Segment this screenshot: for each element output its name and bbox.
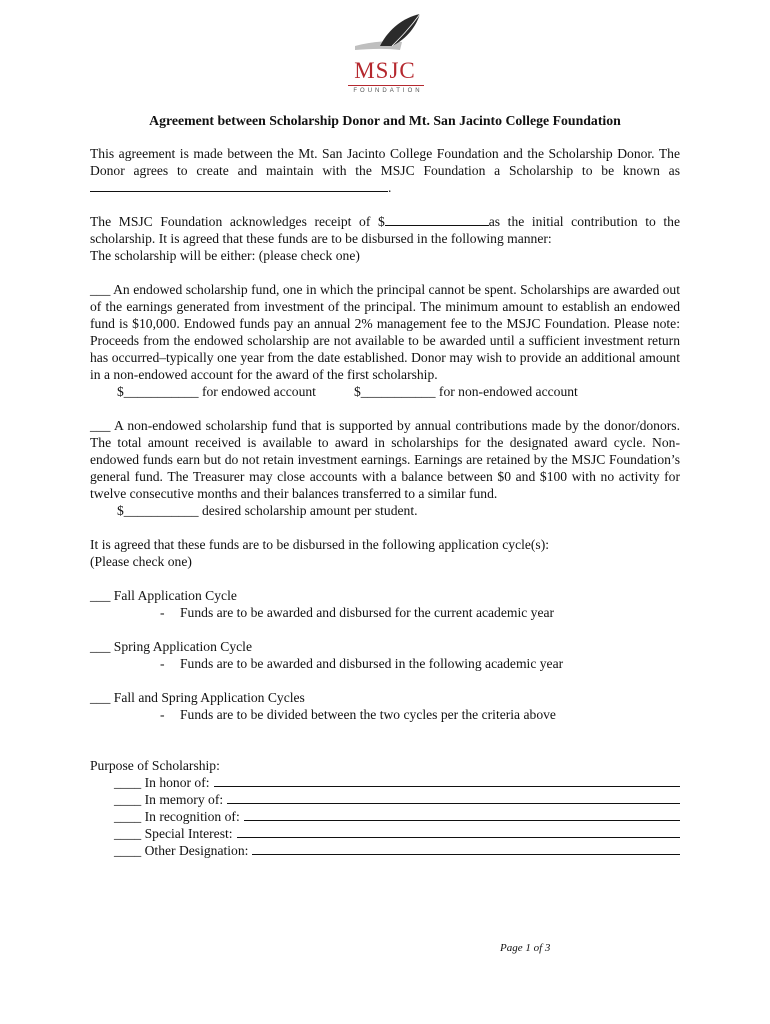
logo-subtitle: FOUNDATION [353, 88, 423, 94]
msjc-foundation-logo [340, 12, 430, 98]
both-detail: Funds are to be divided between the two cycles per the criteria above [180, 707, 556, 722]
intro-paragraph [90, 145, 680, 196]
spring-label: Spring Application Cycle [113, 639, 252, 654]
purpose-item: ____ In memory of: [90, 791, 680, 808]
spring-checkbox[interactable]: ___ [90, 639, 111, 654]
receipt-before: The MSJC Foundation acknowledges receipt of $ [90, 214, 385, 229]
cycle-option-fall: ___ Fall Application Cycle - Funds are to be awarded and disbursed for the current academic year [90, 588, 555, 620]
cycle-option-both: ___ Fall and Spring Application Cycles - Funds are to be divided between the two cycles per the criteria above [90, 690, 556, 722]
scholarship-name-field[interactable] [90, 179, 388, 192]
logo-wordmark: MSJC [354, 58, 416, 83]
recognition-field[interactable] [244, 808, 680, 821]
desired-amount-line[interactable]: $___________ desired scholarship amount per student. [117, 503, 418, 518]
special-interest-checkbox[interactable]: ____ [114, 826, 142, 841]
other-designation-checkbox[interactable]: ____ [114, 843, 142, 858]
endowed-amount-field[interactable]: $___________ for endowed account [117, 384, 316, 399]
recognition-checkbox[interactable]: ____ [114, 809, 142, 824]
logo-rule [348, 85, 424, 86]
memory-field[interactable] [227, 791, 680, 804]
other-designation-field[interactable] [252, 842, 680, 855]
honor-field[interactable] [214, 774, 680, 787]
fall-checkbox[interactable]: ___ [90, 588, 111, 603]
nonendowed-option [90, 417, 680, 502]
cycle-option-spring: ___ Spring Application Cycle - Funds are to be awarded and disbursed in the following academic year [90, 639, 564, 671]
purpose-heading: Purpose of Scholarship: [90, 758, 220, 773]
intro-end: . [388, 180, 392, 195]
page-title: Agreement between Scholarship Donor and Mt. San Jacinto College Foundation [149, 113, 621, 128]
fall-label: Fall Application Cycle [113, 588, 237, 603]
agreement-body [90, 112, 680, 859]
purpose-item: ____ In honor of: [90, 774, 680, 791]
special-interest-field[interactable] [237, 825, 680, 838]
intro-text: This agreement is made between the Mt. San Jacinto College Foundation and the Scholarship Donor. The Donor agrees to create and maintain with the MSJC Foundation a Scholarship to be known as [90, 146, 680, 178]
memory-checkbox[interactable]: ____ [114, 792, 142, 807]
both-label: Fall and Spring Application Cycles [113, 690, 305, 705]
receipt-paragraph [90, 213, 680, 247]
purpose-item: ____ In recognition of: [90, 808, 680, 825]
page-number: Page 1 of 3 [500, 942, 551, 954]
initial-contribution-field[interactable] [385, 213, 489, 226]
honor-checkbox[interactable]: ____ [114, 775, 142, 790]
cycle-line-1: It is agreed that these funds are to be disbursed in the following application cycle(s): [90, 537, 550, 552]
cycle-line-2: (Please check one) [90, 554, 192, 569]
either-line: The scholarship will be either: (please check one) [90, 248, 360, 263]
receipt-after: as the initial contribution to the scholarship. It is agreed that these funds are to be disbursed in the following manner: [90, 214, 680, 246]
nonendowed-text: A non-endowed scholarship fund that is supported by annual contributions made by the donor/donors. The total amount received is available to award in scholarships for the designated award cycle. Non-endowed funds earn but do not retain investment earnings. Earnings are retained by the MSJC Foundation’s general fund. The Treasurer may close accounts with a balance between $0 and $100 with no activity for twelve consecutive months and their balances transferred to a similar fund. [90, 418, 680, 501]
nonendowed-checkbox[interactable]: ___ [90, 418, 111, 433]
purpose-item: ____ Other Designation: [90, 842, 680, 859]
endowed-option [90, 281, 680, 383]
both-checkbox[interactable]: ___ [90, 690, 111, 705]
spring-detail: Funds are to be awarded and disbursed in the following academic year [180, 656, 564, 671]
non-endowed-amount-field[interactable]: $___________ for non-endowed account [353, 384, 578, 399]
feather-icon [340, 12, 430, 62]
endowed-checkbox[interactable]: ___ [90, 282, 111, 297]
endowed-text: An endowed scholarship fund, one in which the principal cannot be spent. Scholarships are awarded out of the earnings generated from investment of the principal. The minimum amount to establish an endowed fund is $10,000. Endowed funds pay an annual 2% management fee to the MSJC Foundation. Please note: Proceeds from the endowed scholarship are not available to be awarded until a sufficient investment return has occurred–typically one year from the date established. Donor may wish to provide an additional amount in a non-endowed account for the award of the first scholarship. [90, 282, 680, 382]
purpose-item: ____ Special Interest: [90, 825, 680, 842]
fall-detail: Funds are to be awarded and disbursed for the current academic year [180, 605, 555, 620]
endowed-amounts [90, 383, 680, 400]
